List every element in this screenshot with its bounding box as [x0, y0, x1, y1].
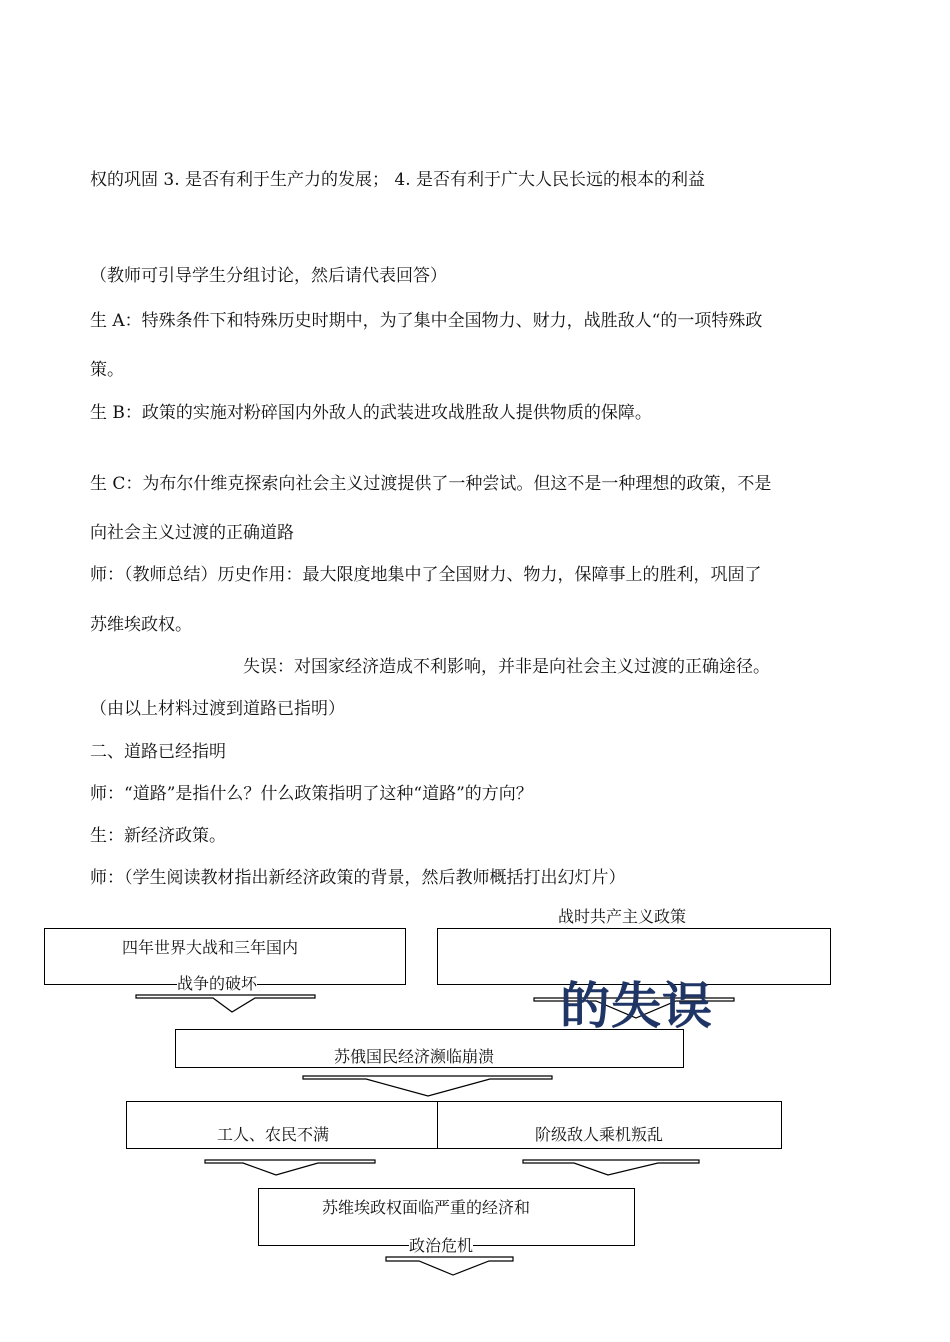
section-heading: 二、道路已经指明 — [90, 742, 226, 762]
text-line-13: 师：“道路”是指什么？什么政策指明了这种“道路”的方向？ — [90, 784, 533, 804]
arrow-down-1 — [136, 995, 315, 1012]
text-line-1: 权的巩固 3. 是否有利于生产力的发展； 4. 是否有利于广大人民长远的根本的利益 — [90, 170, 706, 190]
text-line-8: 师：（教师总结）历史作用：最大限度地集中了全国财力、物力，保障事上的胜利，巩固了 — [90, 565, 762, 585]
box5-text-line1: 苏维埃政权面临严重的经济和 — [322, 1198, 531, 1217]
box4-right-text: 阶级敌人乘机叛乱 — [535, 1125, 664, 1144]
text-line-6: 生 C：为布尔什维克探索向社会主义过渡提供了一种尝试。但这不是一种理想的政策，不是 — [90, 474, 772, 494]
text-line-7: 向社会主义过渡的正确道路 — [90, 523, 294, 543]
text-line-15: 师：（学生阅读教材指出新经济政策的背景，然后教师概括打出幻灯片） — [90, 868, 626, 888]
arrow-down-5 — [523, 1160, 699, 1175]
box3-text: 苏俄国民经济濒临崩溃 — [334, 1047, 495, 1066]
text-line-9: 苏维埃政权。 — [90, 615, 192, 635]
text-line-14: 生：新经济政策。 — [90, 826, 226, 846]
text-line-10: 失误：对国家经济造成不利影响，并非是向社会主义过渡的正确途径。 — [243, 657, 770, 677]
box5-text-line2: 政治危机 — [409, 1236, 474, 1255]
box4-left-text: 工人、农民不满 — [217, 1125, 330, 1144]
overlay-heading-text: 的失误 — [560, 977, 713, 1035]
arrow-down-4 — [205, 1160, 375, 1175]
text-line-11: （由以上材料过渡到道路已指明） — [90, 699, 345, 719]
box1-text-line2: 战争的破坏 — [177, 974, 258, 993]
arrow-down-6 — [386, 1257, 513, 1275]
box1-text-line1: 四年世界大战和三年国内 — [122, 938, 299, 957]
text-line-2: （教师可引导学生分组讨论，然后请代表回答） — [90, 266, 447, 286]
text-line-5: 生 B：政策的实施对粉碎国内外敌人的武装进攻战胜敌人提供物质的保障。 — [90, 403, 652, 423]
arrow-down-3 — [303, 1076, 552, 1096]
text-line-3: 生 A：特殊条件下和特殊历史时期中，为了集中全国物力、财力，战胜敌人“的一项特殊政 — [90, 311, 763, 331]
text-line-4: 策。 — [90, 360, 124, 380]
box2-label: 战时共产主义政策 — [558, 907, 687, 926]
